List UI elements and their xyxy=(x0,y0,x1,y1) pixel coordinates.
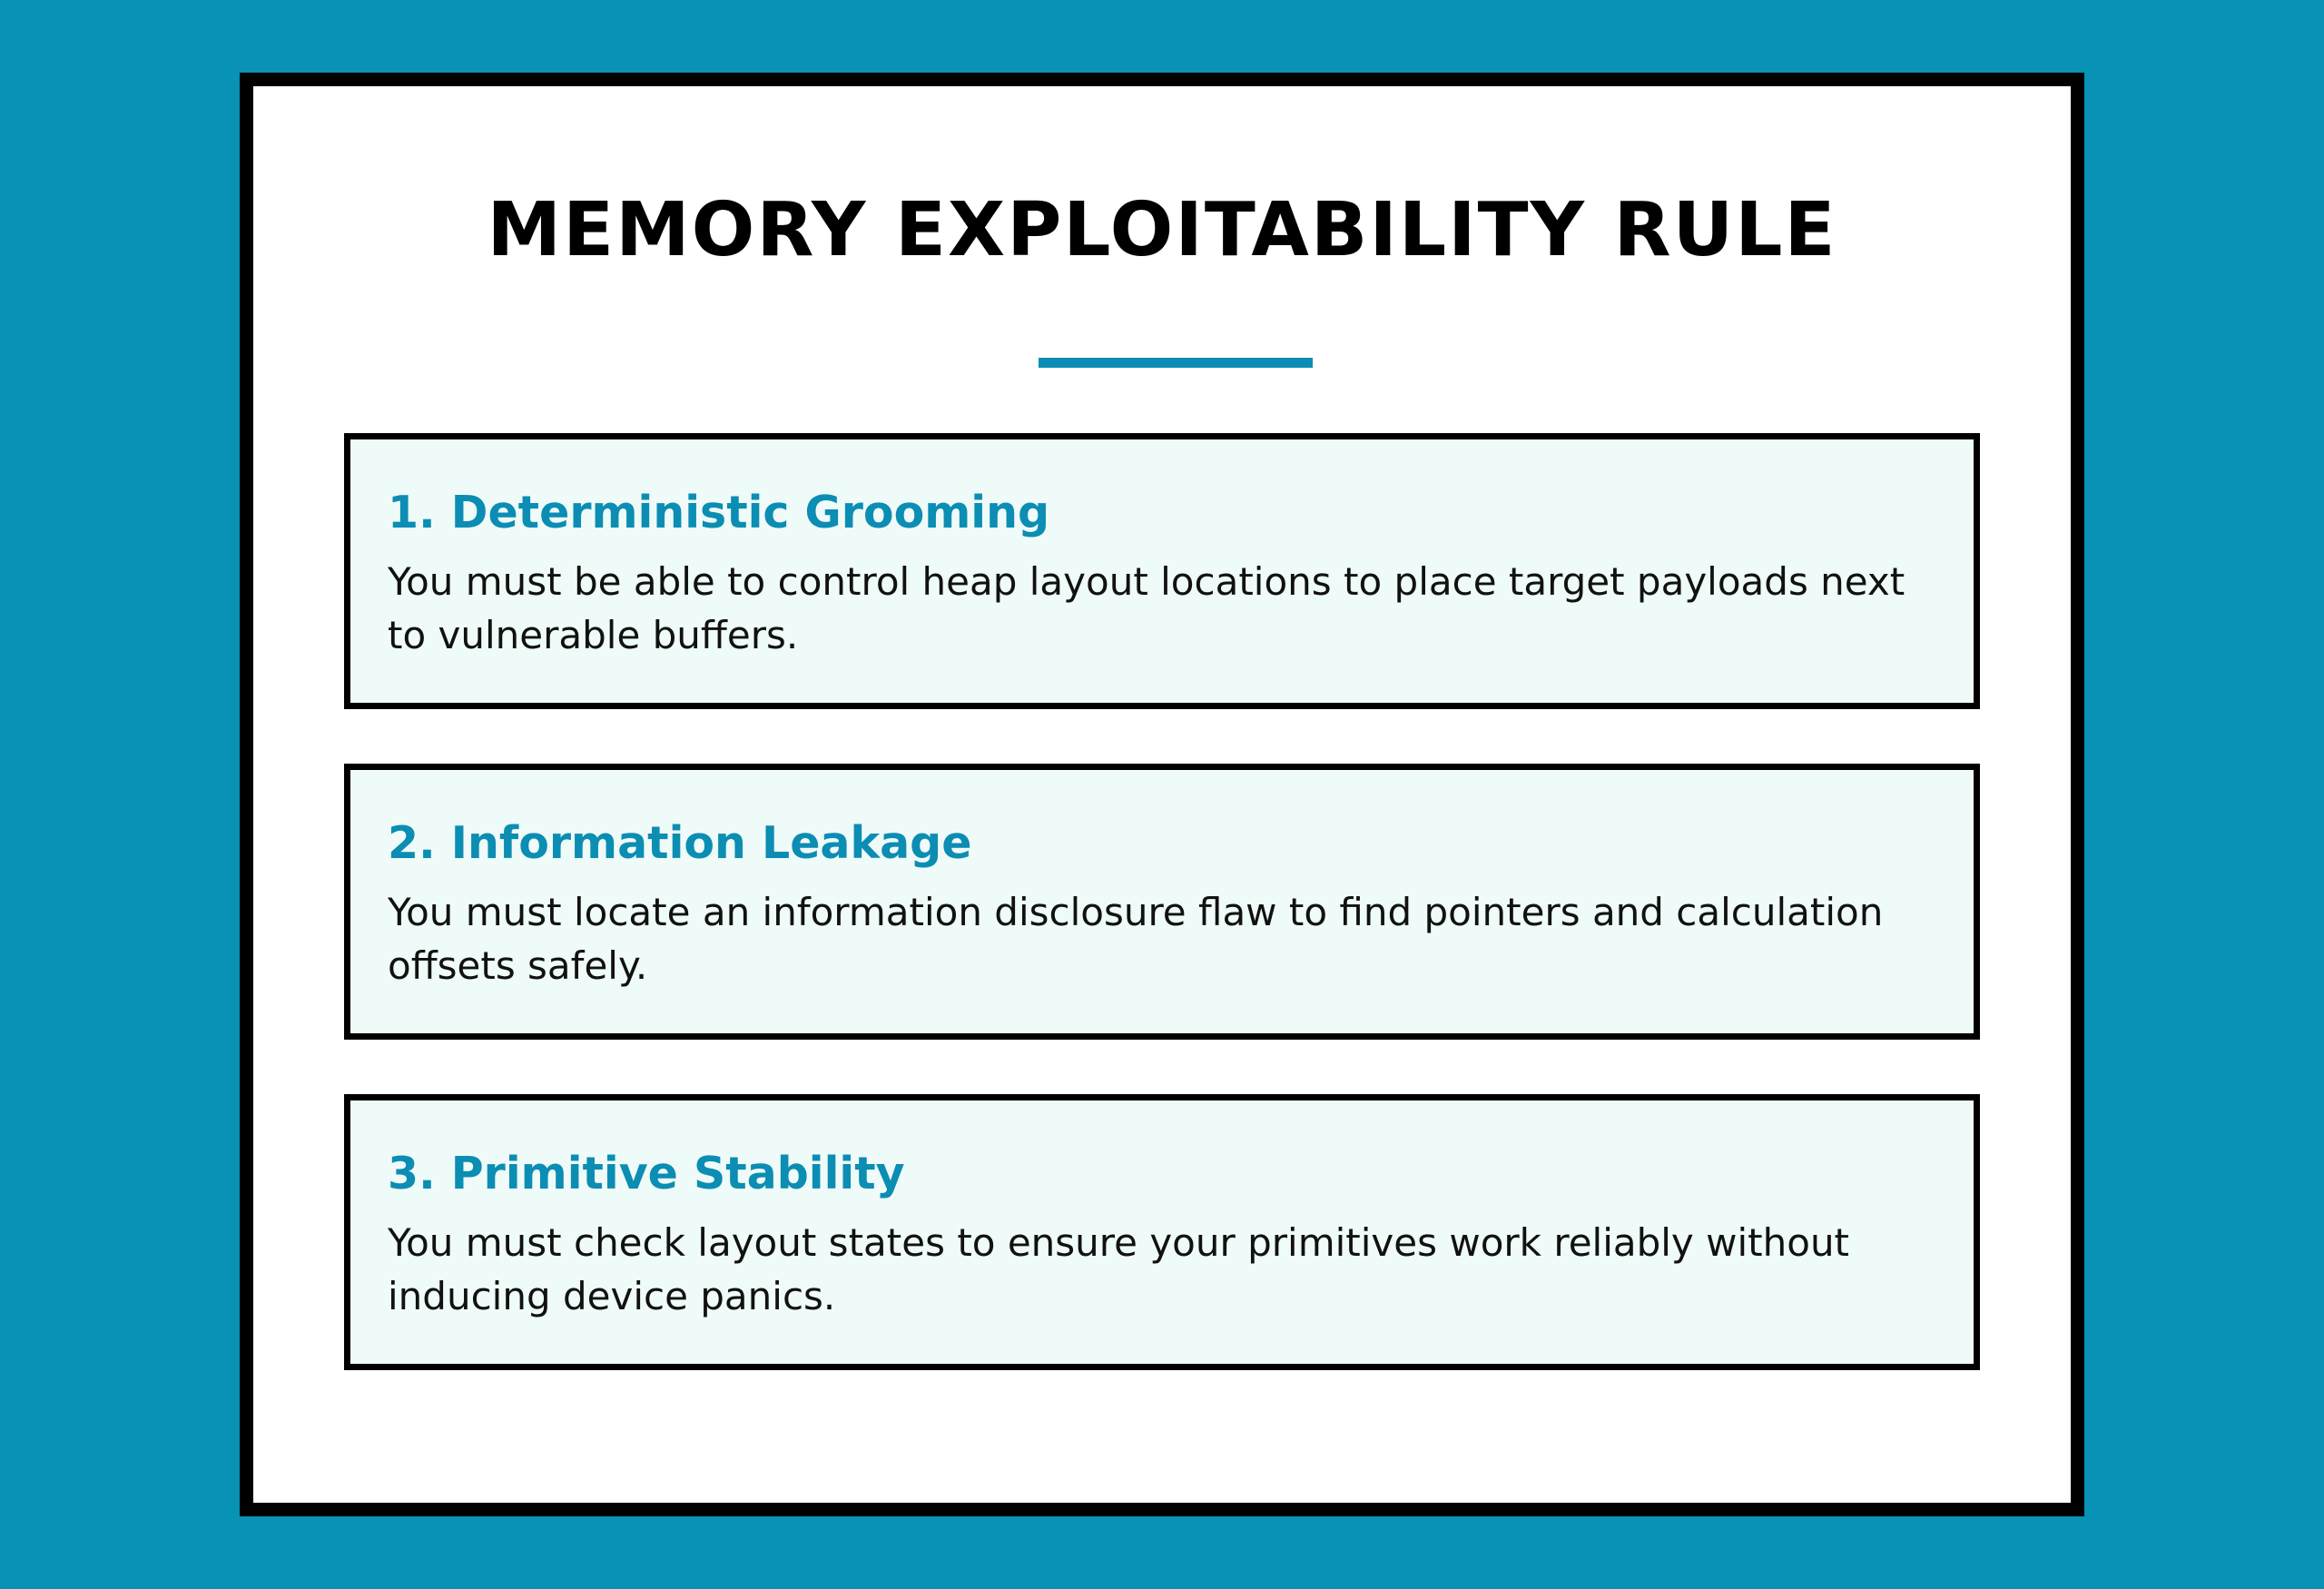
rule-item-primitive-stability xyxy=(344,1094,1980,1370)
rule-heading: 1. Deterministic Grooming xyxy=(388,487,1050,538)
page-title: MEMORY EXPLOITABILITY RULE xyxy=(487,187,1837,273)
rule-heading: 2. Information Leakage xyxy=(388,817,972,869)
rule-item-information-leakage xyxy=(344,764,1980,1040)
rule-item-deterministic-grooming xyxy=(344,433,1980,709)
slide-card xyxy=(240,73,2084,1516)
rule-heading: 3. Primitive Stability xyxy=(388,1148,905,1199)
title-underline xyxy=(1039,358,1313,368)
rule-description: You must be able to control heap layout locations to place target payloads next to vulnerable buffers. xyxy=(388,559,1905,657)
rule-description: You must locate an information disclosure flaw to find pointers and calculation offsets safely. xyxy=(388,890,1884,988)
rule-description: You must check layout states to ensure your primitives work reliably without inducing device panics. xyxy=(388,1220,1850,1318)
